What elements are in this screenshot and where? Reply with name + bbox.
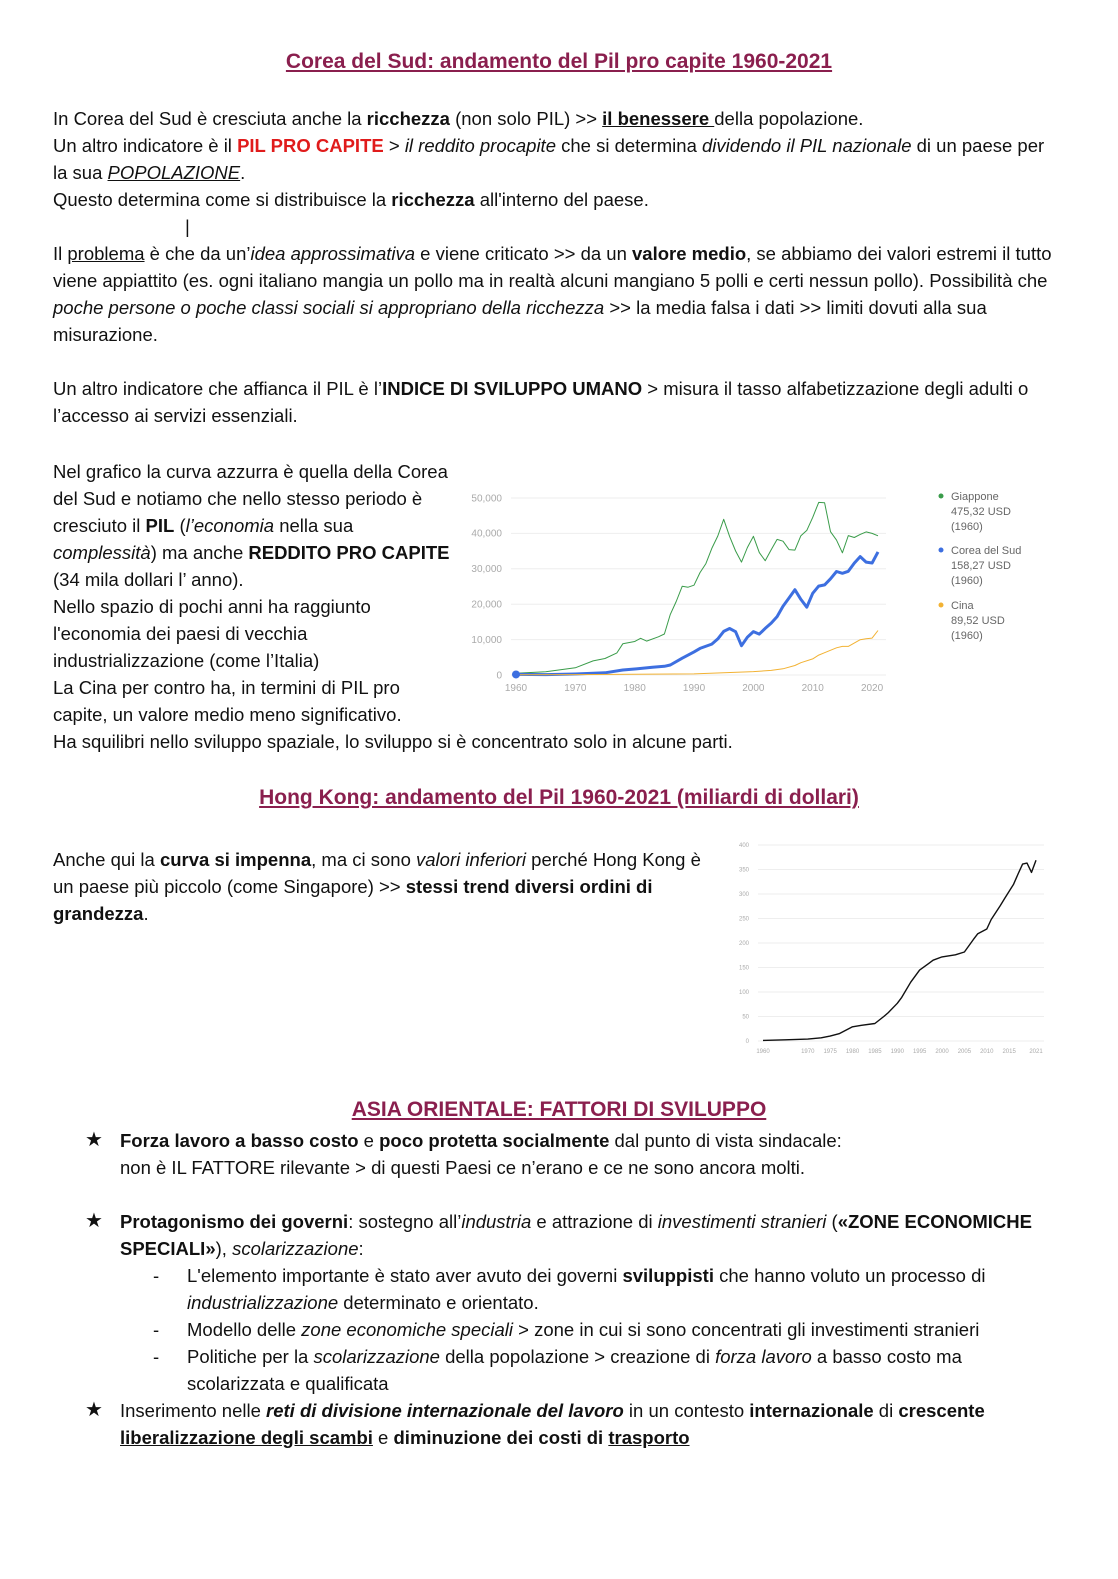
series-line-giappone (516, 502, 878, 673)
legend-dot (939, 548, 944, 553)
paragraph-cina (53, 674, 453, 728)
text-segment: Nel grafico la curva azzurra è quella della Corea del Sud e notiamo che nello stesso periodo è cresciuto il (53, 461, 448, 536)
legend-year: (1960) (951, 575, 983, 587)
text-cursor: | (185, 216, 190, 237)
text-segment: della popolazione. (714, 108, 864, 129)
hong-kong-section (53, 846, 708, 927)
text-segment: valori inferiori (416, 849, 527, 870)
text-segment: L'elemento importante è stato aver avuto dei governi (187, 1265, 623, 1286)
text-segment: Politiche per la (187, 1346, 314, 1367)
text-segment: . (240, 162, 246, 183)
text-segment: in un contesto (623, 1400, 750, 1421)
paragraph-problema (53, 240, 1058, 348)
text-segment: perché Hong Kong è un paese più piccolo (come Singapore) >> (53, 849, 701, 897)
paragraph-distribuzione (53, 186, 1058, 213)
paragraph-hong-kong (53, 846, 708, 927)
text-segment: Nello spazio di pochi anni ha raggiunto l'economia dei paesi di vecchia industrializzazione (come l’Italia) (53, 596, 371, 671)
chart-description (53, 458, 453, 728)
y-tick-label: 300 (738, 892, 749, 898)
text-segment: poche persone o poche classi sociali si appropriano della ricchezza (53, 297, 605, 318)
korea-start-point (512, 670, 520, 678)
text-segment: >> la media falsa i dati >> limiti dovuti alla sua misurazione. (53, 297, 987, 345)
text-segment: zone economiche speciali (301, 1319, 514, 1340)
text-segment: sviluppisti (622, 1265, 714, 1286)
text-segment: non è IL FATTORE rilevante > di questi Paesi ce n’erano e ce ne sono ancora molti. (120, 1157, 806, 1178)
paragraph-squilibri (53, 728, 1058, 755)
text-segment: La Cina per contro ha, in termini di PIL pro capite, un valore medio meno significativo. (53, 677, 402, 725)
text-segment: problema (67, 243, 145, 264)
bullet-text (120, 1127, 1060, 1154)
text-segment: determinato e orientato. (338, 1292, 539, 1313)
text-segment: scolarizzazione (232, 1238, 359, 1259)
text-segment: il reddito procapite (404, 135, 556, 156)
legend-value: 158,27 USD (951, 560, 1011, 572)
y-tick-label: 0 (745, 1039, 749, 1045)
bullet-list (85, 1127, 1060, 1451)
y-tick-label: 20,000 (471, 599, 502, 611)
bullet-text (120, 1208, 1060, 1262)
dash-icon: - (153, 1346, 160, 1367)
star-icon: ★ (85, 1210, 103, 1232)
text-segment: idea approssimativa (250, 243, 416, 264)
text-segment: , ma ci sono (311, 849, 417, 870)
text-segment: nella sua (274, 515, 354, 536)
text-segment: ( (174, 515, 186, 536)
x-tick-label: 1990 (682, 683, 706, 694)
text-segment: dividendo il PIL nazionale (702, 135, 912, 156)
subbullet-text (187, 1262, 1060, 1316)
paragraph-squilibri-wrap (53, 728, 1058, 755)
text-segment: Protagonismo dei governi (120, 1211, 349, 1232)
subbullet-zone (85, 1316, 1060, 1343)
star-icon: ★ (85, 1399, 103, 1421)
text-segment: industrializzazione (187, 1292, 339, 1313)
legend-year: (1960) (951, 630, 983, 642)
x-tick-label: 1970 (564, 683, 587, 694)
y-tick-label: 100 (738, 990, 749, 996)
text-segment: stessi trend diversi ordini di grandezza (53, 876, 653, 924)
bullet-text (120, 1397, 1060, 1451)
bullet-governi (85, 1208, 1060, 1262)
paragraph-ricchezza (53, 105, 1058, 132)
text-segment: Forza lavoro a basso costo (120, 1130, 359, 1151)
text-segment: che si determina (555, 135, 702, 156)
legend-name: Cina (951, 600, 974, 612)
bullet-forza-lavoro (85, 1127, 1060, 1181)
series-line-corea-del-sud (516, 552, 878, 675)
legend-name: Corea del Sud (951, 545, 1022, 557)
text-segment: Un altro indicatore è il (53, 135, 238, 156)
text-segment: curva si impenna (159, 849, 312, 870)
text-segment: ricchezza (366, 108, 450, 129)
x-tick-label: 2010 (801, 683, 824, 694)
legend-dot (939, 494, 944, 499)
y-tick-label: 0 (496, 670, 502, 682)
x-tick-label: 2021 (1029, 1049, 1043, 1055)
x-tick-label: 1980 (845, 1049, 860, 1055)
x-tick-label: 2000 (742, 683, 765, 694)
x-tick-label: 1980 (623, 683, 646, 694)
legend-dot (939, 603, 944, 608)
text-segment: valore medio (632, 243, 747, 264)
text-segment: INDICE DI SVILUPPO UMANO (382, 378, 643, 399)
text-segment: e attrazione di (531, 1211, 658, 1232)
bullet-text (120, 1154, 1060, 1181)
y-tick-label: 10,000 (471, 634, 502, 646)
text-segment: , se abbiamo dei valori estremi il tutto viene appiattito (es. ogni italiano mangia un pollo ma in realtà alcuni mangiano 5 polli e certi nessun pollo). Possibilità che (53, 243, 1052, 291)
x-tick-label: 1970 (801, 1049, 815, 1055)
y-tick-label: 400 (738, 843, 749, 849)
text-segment: complessità (53, 542, 151, 563)
text-segment: > misura il tasso alfabetizzazione degli adulti o l’accesso ai servizi essenziali. (53, 378, 1029, 426)
text-segment: ), (215, 1238, 233, 1259)
y-tick-label: 150 (738, 965, 749, 972)
text-segment: investimenti stranieri (657, 1211, 827, 1232)
text-segment: che hanno voluto un processo di (713, 1265, 986, 1286)
text-segment: internazionale (749, 1400, 874, 1421)
legend-year: (1960) (951, 521, 983, 533)
text-segment: ricchezza (391, 189, 475, 210)
text-segment: e viene criticato >> da un (415, 243, 633, 264)
text-segment: REDDITO PRO CAPITE (248, 542, 450, 563)
text-segment: Inserimento nelle (120, 1400, 267, 1421)
text-segment: e (358, 1130, 380, 1151)
title-corea: Corea del Sud: andamento del Pil pro capite 1960-2021 (285, 50, 833, 73)
text-segment: ( (826, 1211, 838, 1232)
x-tick-label: 2010 (980, 1049, 994, 1055)
text-segment: ) ma anche (150, 542, 249, 563)
legend-name: Giappone (951, 491, 999, 503)
text-segment: Il (53, 243, 68, 264)
text-segment: forza lavoro (715, 1346, 812, 1367)
y-tick-label: 40,000 (471, 528, 502, 540)
title-hong-kong: Hong Kong: andamento del Pil 1960-2021 (miliardi di dollari) (259, 786, 859, 809)
x-tick-label: 2020 (860, 683, 884, 694)
paragraph-vecchia-industrializzazione (53, 593, 453, 674)
dash-icon: - (153, 1319, 160, 1340)
text-segment: è che da un’ (144, 243, 251, 264)
text-segment: poco protetta socialmente (379, 1130, 610, 1151)
text-segment: trasporto (608, 1427, 690, 1448)
paragraph-isu (53, 375, 1058, 429)
y-tick-label: 50,000 (471, 493, 502, 505)
text-segment: il benessere (602, 108, 715, 129)
text-segment: e (372, 1427, 394, 1448)
text-segment: liberalizzazione degli scambi (120, 1427, 373, 1448)
title-asia-orientale: ASIA ORIENTALE: FATTORI DI SVILUPPO (351, 1098, 767, 1121)
text-segment: Modello delle (187, 1319, 302, 1340)
legend-value: 475,32 USD (951, 506, 1011, 518)
x-tick-label: 1960 (756, 1049, 770, 1055)
text-segment: POPOLAZIONE (107, 162, 241, 183)
text-segment: di (873, 1400, 899, 1421)
text-segment: l’economia (185, 515, 275, 536)
text-segment: > zone in cui si sono concentrati gli investimenti stranieri (513, 1319, 980, 1340)
text-segment: Anche qui la (53, 849, 160, 870)
y-tick-label: 250 (738, 916, 749, 923)
text-segment: all'interno del paese. (474, 189, 649, 210)
x-tick-label: 1975 (823, 1049, 837, 1055)
subbullet-text (187, 1316, 1060, 1343)
y-tick-label: 50 (742, 1014, 749, 1021)
y-tick-label: 30,000 (471, 564, 502, 576)
subbullet-sviluppisti (85, 1262, 1060, 1316)
paragraph-grafico (53, 458, 453, 593)
text-segment: : sostegno all’ (348, 1211, 462, 1232)
x-tick-label: 2015 (1002, 1049, 1016, 1055)
text-segment: reti di divisione internazionale del lavoro (266, 1400, 624, 1421)
text-segment: «ZONE ECONOMICHE SPECIALI» (120, 1211, 1032, 1259)
subbullet-text (187, 1343, 1060, 1397)
subbullet-scolarizzazione (85, 1343, 1060, 1397)
series-line-hong-kong (763, 860, 1036, 1040)
text-segment: : (358, 1238, 364, 1259)
text-segment: dal punto di vista sindacale: (609, 1130, 842, 1151)
chart-pil-pro-capite (460, 485, 1060, 700)
text-segment: . (143, 903, 149, 924)
dash-icon: - (153, 1265, 160, 1286)
text-segment: > (383, 135, 405, 156)
text-segment: (34 mila dollari l’ anno). (53, 569, 244, 590)
text-segment: PIL PRO CAPITE (237, 135, 384, 156)
intro-section (53, 105, 1058, 429)
x-tick-label: 1985 (868, 1049, 882, 1055)
bullet-reti (85, 1397, 1060, 1451)
y-tick-label: 350 (738, 867, 749, 874)
text-segment: a basso costo ma scolarizzata e qualificata (187, 1346, 962, 1394)
x-tick-label: 1960 (504, 683, 528, 694)
text-segment: (non solo PIL) >> (449, 108, 603, 129)
text-segment: Un altro indicatore che affianca il PIL è l’ (53, 378, 383, 399)
text-segment: di un paese per la sua (53, 135, 1045, 183)
x-tick-label: 2000 (935, 1049, 949, 1055)
text-segment: scolarizzazione (313, 1346, 440, 1367)
text-segment: crescente (898, 1400, 985, 1421)
chart-hong-kong-pil (720, 835, 1060, 1060)
star-icon: ★ (85, 1129, 103, 1151)
x-tick-label: 1990 (890, 1049, 904, 1055)
text-segment: Ha squilibri nello sviluppo spaziale, lo sviluppo si è concentrato solo in alcune parti. (53, 731, 733, 752)
text-segment: PIL (145, 515, 175, 536)
x-tick-label: 1995 (912, 1049, 927, 1055)
text-segment: Questo determina come si distribuisce la (53, 189, 392, 210)
text-segment: In Corea del Sud è cresciuta anche la (53, 108, 367, 129)
x-tick-label: 2005 (957, 1049, 972, 1055)
text-segment: della popolazione > creazione di (439, 1346, 716, 1367)
text-segment: diminuzione dei costi di (393, 1427, 609, 1448)
y-tick-label: 200 (738, 941, 749, 947)
text-segment: industria (461, 1211, 532, 1232)
legend-value: 89,52 USD (951, 615, 1005, 627)
paragraph-pil-pro-capite (53, 132, 1058, 186)
